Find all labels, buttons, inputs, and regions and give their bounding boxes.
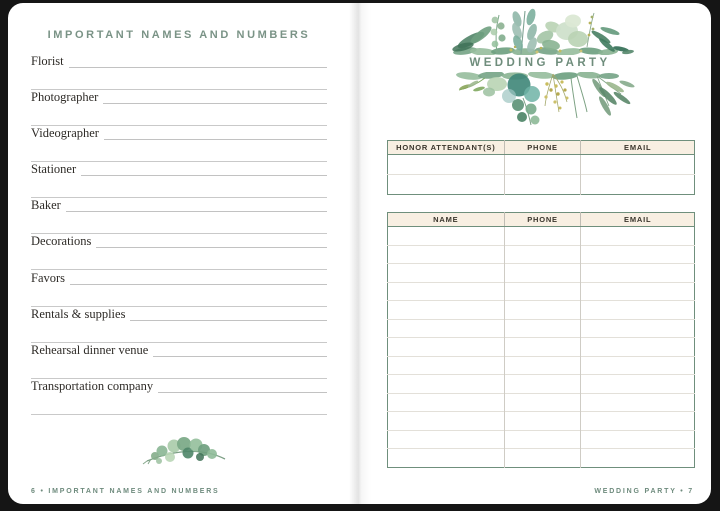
empty-cell bbox=[388, 227, 505, 246]
planner-spread bbox=[8, 3, 711, 504]
column-header-honor-attendants: HONOR ATTENDANT(S) bbox=[388, 141, 505, 155]
empty-cell bbox=[504, 449, 581, 468]
field-label: Stationer bbox=[31, 162, 77, 177]
empty-cell bbox=[388, 319, 505, 338]
field-label: Baker bbox=[31, 198, 61, 213]
writing-line bbox=[130, 320, 327, 321]
empty-cell bbox=[504, 319, 581, 338]
greenery-top-icon bbox=[445, 7, 635, 55]
column-header-email: EMAIL bbox=[581, 213, 695, 227]
empty-cell bbox=[581, 375, 695, 394]
page-title: WEDDING PARTY bbox=[445, 55, 635, 72]
field-photographer bbox=[31, 90, 327, 126]
table-row bbox=[388, 375, 695, 394]
field-decorations bbox=[31, 234, 327, 270]
empty-cell bbox=[581, 227, 695, 246]
field-florist bbox=[31, 54, 327, 90]
empty-cell bbox=[504, 155, 581, 175]
field-label: Videographer bbox=[31, 126, 99, 141]
table-row bbox=[388, 356, 695, 375]
empty-cell bbox=[581, 175, 695, 195]
table-row bbox=[388, 412, 695, 431]
empty-cell bbox=[388, 449, 505, 468]
field-label: Florist bbox=[31, 54, 64, 68]
column-header-email: EMAIL bbox=[581, 141, 695, 155]
empty-cell bbox=[504, 282, 581, 301]
writing-line bbox=[103, 103, 327, 104]
empty-cell bbox=[504, 393, 581, 412]
empty-cell bbox=[388, 282, 505, 301]
empty-cell bbox=[581, 155, 695, 175]
writing-line bbox=[31, 414, 327, 415]
field-videographer bbox=[31, 126, 327, 162]
empty-cell bbox=[581, 282, 695, 301]
field-label: Rehearsal dinner venue bbox=[31, 342, 149, 357]
writing-line bbox=[69, 67, 327, 68]
empty-cell bbox=[504, 412, 581, 431]
field-favors bbox=[31, 271, 327, 307]
page-gutter-shadow bbox=[349, 3, 371, 504]
table-row bbox=[388, 155, 695, 175]
empty-cell bbox=[581, 356, 695, 375]
table-row bbox=[388, 430, 695, 449]
writing-line bbox=[104, 139, 327, 140]
right-page-footer: WEDDING PARTY • 7 bbox=[594, 488, 694, 495]
empty-cell bbox=[388, 338, 505, 357]
writing-line bbox=[153, 356, 327, 357]
field-label: Decorations bbox=[31, 234, 92, 249]
writing-line bbox=[70, 284, 327, 285]
empty-cell bbox=[581, 338, 695, 357]
field-label: Favors bbox=[31, 270, 66, 285]
empty-cell bbox=[388, 412, 505, 431]
column-header-phone: PHONE bbox=[504, 141, 581, 155]
empty-cell bbox=[504, 264, 581, 283]
empty-cell bbox=[504, 338, 581, 357]
field-label: Rentals & supplies bbox=[31, 306, 126, 321]
writing-line bbox=[96, 247, 327, 248]
empty-cell bbox=[504, 430, 581, 449]
empty-cell bbox=[581, 301, 695, 320]
table-row bbox=[388, 393, 695, 412]
column-header-name: NAME bbox=[388, 213, 505, 227]
field-transportation-company bbox=[31, 379, 327, 415]
page-title: IMPORTANT NAMES AND NUMBERS bbox=[47, 29, 311, 41]
field-baker bbox=[31, 198, 327, 234]
table-row bbox=[388, 227, 695, 246]
table-row bbox=[388, 282, 695, 301]
empty-cell bbox=[581, 393, 695, 412]
empty-cell bbox=[388, 430, 505, 449]
field-label: Transportation company bbox=[31, 378, 154, 393]
field-rentals bbox=[31, 307, 327, 343]
honor-attendants-table bbox=[387, 140, 695, 195]
field-label: Photographer bbox=[31, 90, 99, 105]
empty-cell bbox=[388, 245, 505, 264]
column-header-phone: PHONE bbox=[504, 213, 581, 227]
wedding-party-header bbox=[445, 7, 635, 128]
writing-line bbox=[66, 211, 327, 212]
table-row bbox=[388, 175, 695, 195]
contact-fields-list bbox=[31, 54, 327, 415]
table-row bbox=[388, 319, 695, 338]
writing-line bbox=[158, 392, 327, 393]
table-row bbox=[388, 449, 695, 468]
header-row bbox=[388, 213, 695, 227]
empty-cell bbox=[581, 319, 695, 338]
eucalyptus-sprig-icon bbox=[141, 431, 231, 469]
left-page-footer: 6 • IMPORTANT NAMES AND NUMBERS bbox=[31, 488, 220, 495]
empty-cell bbox=[388, 375, 505, 394]
empty-cell bbox=[581, 264, 695, 283]
table-row bbox=[388, 264, 695, 283]
table-row bbox=[388, 245, 695, 264]
empty-cell bbox=[504, 301, 581, 320]
empty-cell bbox=[504, 175, 581, 195]
empty-cell bbox=[388, 356, 505, 375]
table-row bbox=[388, 301, 695, 320]
field-rehearsal-dinner-venue bbox=[31, 343, 327, 379]
empty-cell bbox=[504, 245, 581, 264]
empty-cell bbox=[504, 227, 581, 246]
empty-cell bbox=[388, 175, 505, 195]
writing-line bbox=[81, 175, 327, 176]
empty-cell bbox=[581, 412, 695, 431]
empty-cell bbox=[388, 393, 505, 412]
header-row bbox=[388, 141, 695, 155]
wedding-party-table bbox=[387, 212, 695, 468]
empty-cell bbox=[388, 264, 505, 283]
empty-cell bbox=[581, 245, 695, 264]
table-row bbox=[388, 338, 695, 357]
empty-cell bbox=[388, 301, 505, 320]
field-stationer bbox=[31, 162, 327, 198]
empty-cell bbox=[581, 449, 695, 468]
empty-cell bbox=[504, 356, 581, 375]
greenery-bottom-icon bbox=[445, 72, 635, 128]
empty-cell bbox=[388, 155, 505, 175]
empty-cell bbox=[504, 375, 581, 394]
empty-cell bbox=[581, 430, 695, 449]
